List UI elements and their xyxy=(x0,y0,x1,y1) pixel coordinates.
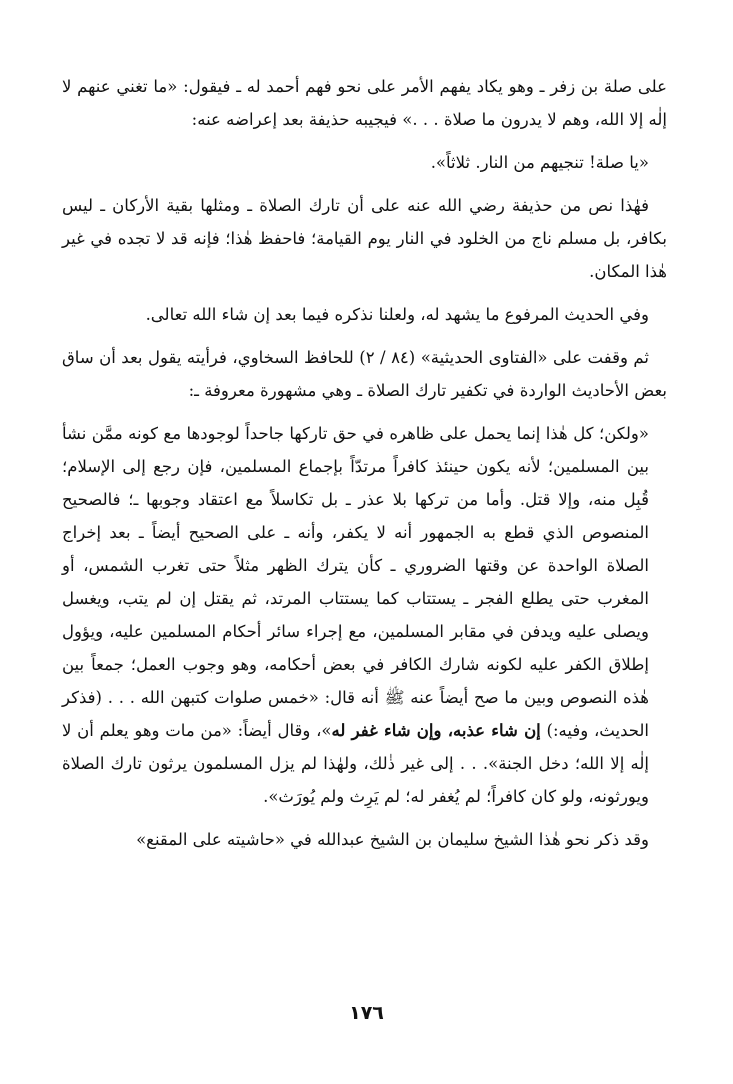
paragraph-4: وفي الحديث المرفوع ما يشهد له، ولعلنا نذكره فيما بعد إن شاء الله تعالى. xyxy=(145,305,649,324)
quotation-bold-text: إن شاء عذبه، وإن شاء غفر له xyxy=(331,721,541,740)
page-number: ١٧٦ xyxy=(349,1002,384,1024)
paragraph-1: على صلة بن زفر ـ وهو يكاد يفهم الأمر على نحو فهم أحمد له ـ فيقول: «ما تغني عنهم لا إلٰه إلا الله، وهم لا يدرون ما صلاة . . .» فيجيبه حذيفة بعد إعراضه عنه: xyxy=(62,77,667,129)
page-content xyxy=(62,70,667,866)
quotation-text: «ولكن؛ كل هٰذا إنما يحمل على ظاهره في حق تاركها جاحداً لوجودها مع كونه ممَّن نشأ بين المسلمين؛ لأنه يكون حينئذ كافراً مرتدّاً بإجماع المسلمين، فإن رجع إلى الإسلام؛ قُبِل منه، وإلا قتل. وأما من تركها بلا عذر ـ بل تكاسلاً مع اعتقاد وجوبها ـ؛ فالصحيح المنصوص الذي قطع به الجمهور أنه لا يكفر، وأنه ـ على الصحيح أيضاً ـ بعد إخراج الصلاة الواحدة عن وقتها الضروري ـ كأن يترك الظهر مثلاً حتى تغرب الشمس، أو المغرب حتى يطلع الفجر ـ يستتاب كما يستتاب المرتد، ثم يقتل إن لم يتب، ويغسل ويصلى عليه ويدفن في مقابر المسلمين، مع إجراء سائر أحكام المسلمين عليه، ويؤول إطلاق الكفر عليه لكونه شارك الكافر في بعض أحكامه، وهو وجوب العمل؛ جمعاً بين هٰذه النصوص وبين ما صح أيضاً عنه ﷺ أنه قال: «خمس صلوات كتبهن الله . . . (فذكر الحديث، وفيه:) xyxy=(62,424,649,740)
paragraph-3: فهٰذا نص من حذيفة رضي الله عنه على أن تارك الصلاة ـ ومثلها بقية الأركان ـ ليس بكافر، بل مسلم ناج من الخلود في النار يوم القيامة؛ فاحفظ هٰذا؛ فإنه قد لا تجده في غير هٰذا المكان. xyxy=(62,196,667,281)
quotation-continuation: »، وقال أيضاً: «من مات وهو يعلم أن لا إلٰه إلا الله؛ دخل الجنة». . . إلى غير ذٰلك، ولهٰذا لم يزل المسلمون يرثون تارك الصلاة ويورثونه، ولو كان كافراً؛ لم يُغفر له؛ لم يَرِث ولم يُورَث». xyxy=(62,721,649,806)
paragraph-5: ثم وقفت على «الفتاوى الحديثية» (٨٤ / ٢) للحافظ السخاوي، فرأيته يقول بعد أن ساق بعض الأحاديث الواردة في تكفير تارك الصلاة ـ وهي مشهورة معروفة ـ: xyxy=(62,348,667,400)
paragraph-7: وقد ذكر نحو هٰذا الشيخ سليمان بن الشيخ عبدالله في «حاشيته على المقنع» xyxy=(136,830,649,849)
paragraph-6-quotation xyxy=(62,417,667,813)
paragraph-2-quote: «يا صلة! تنجيهم من النار. ثلاثاً». xyxy=(430,153,649,172)
